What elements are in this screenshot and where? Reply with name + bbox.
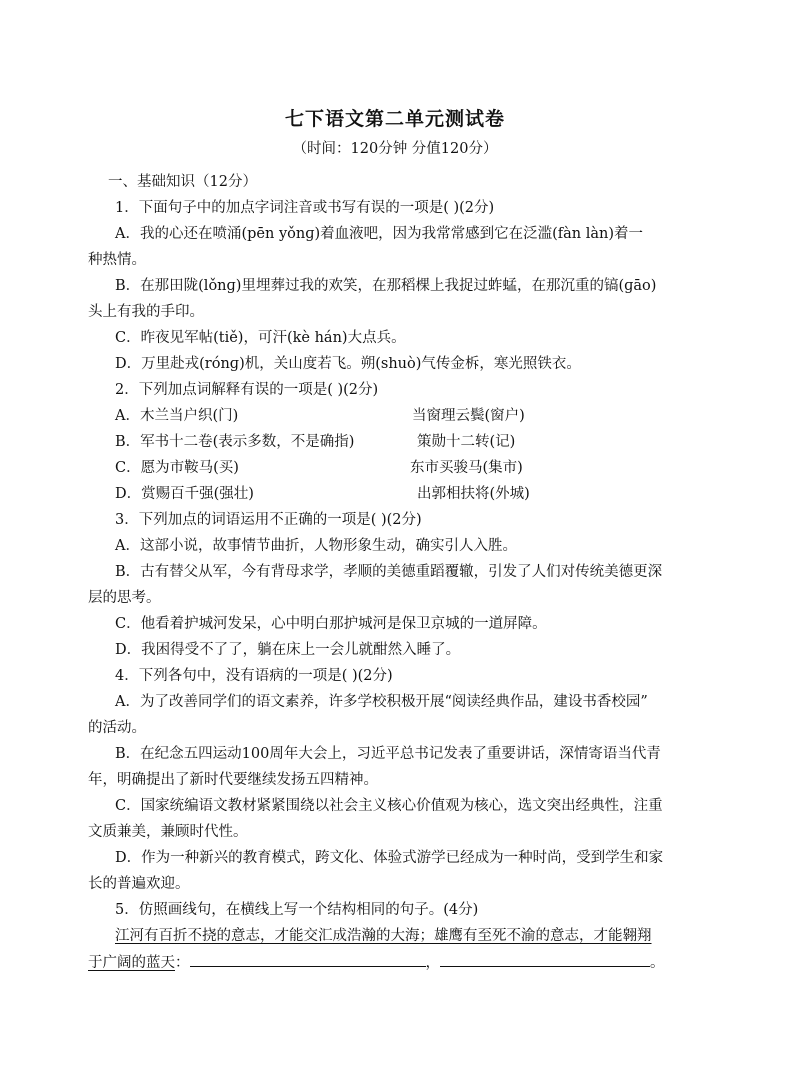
q1-option-b: B．在那田陇(lǒnɡ)里埋葬过我的欢笑，在那稻棵上我捉过蚱蜢，在那沉重的镐(ɡāo) bbox=[115, 278, 657, 294]
q1-option-d: D．万里赴戎(rónɡ)机，关山度若飞。朔(shuò)气传金柝，寒光照铁衣。 bbox=[115, 356, 581, 372]
q4-option-b-cont: 年，明确提出了新时代要继续发扬五四精神。 bbox=[88, 772, 378, 788]
q2-option-c-left: C．愿为市鞍马(买) bbox=[115, 460, 239, 476]
q3-option-c: C．他看着护城河发呆，心中明白那护城河是保卫京城的一道屏障。 bbox=[115, 616, 547, 632]
q4-option-a: A．为了改善同学们的语文素养，许多学校积极开展“阅读经典作品，建设书香校园” bbox=[115, 694, 648, 710]
q3-option-b: B．古有替父从军，今有背母求学，孝顺的美德重蹈覆辙，引发了人们对传统美德更深 bbox=[115, 564, 663, 580]
q2-option-b bbox=[115, 432, 735, 452]
q4-option-c: C．国家统编语文教材紧紧围绕以社会主义核心价值观为核心，选文突出经典性，注重 bbox=[115, 798, 663, 814]
q2-stem: 2．下列加点词解释有误的一项是( )(2分) bbox=[115, 382, 379, 398]
page-subtitle: （时间：120分钟 分值120分） bbox=[292, 141, 498, 157]
q1-stem: 1．下面句子中的加点字词注音或书写有误的一项是( )(2分) bbox=[115, 200, 495, 216]
q5-period: 。 bbox=[650, 955, 665, 971]
q5-answer-blank-2[interactable] bbox=[440, 952, 650, 967]
q5-colon: ： bbox=[175, 955, 190, 971]
q3-option-b-cont: 层的思考。 bbox=[88, 590, 161, 606]
q1-option-b-cont: 头上有我的手印。 bbox=[88, 304, 204, 320]
q2-option-b-left: B．军书十二卷(表示多数，不是确指) bbox=[115, 434, 355, 450]
q5-model-sentence: 江河有百折不挠的意志，才能交汇成浩瀚的大海；雄鹰有至死不渝的意志，才能翱翔 bbox=[115, 928, 652, 944]
q4-option-d: D．作为一种新兴的教育模式，跨文化、体验式游学已经成为一种时尚，受到学生和家 bbox=[115, 850, 664, 866]
q5-answer-line bbox=[88, 952, 708, 973]
q4-option-b: B．在纪念五四运动100周年大会上，习近平总书记发表了重要讲话，深情寄语当代青 bbox=[115, 746, 661, 762]
q1-option-a-cont: 种热情。 bbox=[88, 252, 146, 268]
q2-option-d-left: D．赏赐百千强(强壮) bbox=[115, 486, 254, 502]
q1-option-a: A．我的心还在喷涌(pēn yǒnɡ)着血液吧，因为我常常感到它在泛滥(fàn làn)着一 bbox=[115, 226, 644, 242]
q3-option-d: D．我困得受不了了，躺在床上一会儿就酣然入睡了。 bbox=[115, 642, 461, 658]
q4-option-c-cont: 文质兼美，兼顾时代性。 bbox=[88, 824, 248, 840]
q5-stem: 5．仿照画线句，在横线上写一个结构相同的句子。(4分) bbox=[115, 902, 479, 918]
q1-option-c: C．昨夜见军帖(tiě)，可汗(kè hán)大点兵。 bbox=[115, 330, 406, 346]
q5-comma: ， bbox=[425, 955, 440, 971]
q4-stem: 4．下列各句中，没有语病的一项是( )(2分) bbox=[115, 668, 393, 684]
q4-option-d-cont: 长的普遍欢迎。 bbox=[88, 876, 190, 892]
q2-option-a bbox=[115, 406, 735, 426]
q2-option-c bbox=[115, 458, 735, 478]
q2-option-d bbox=[115, 484, 735, 504]
q2-option-c-right: 东市买骏马(集市) bbox=[410, 460, 523, 476]
q3-stem: 3．下列加点的词语运用不正确的一项是( )(2分) bbox=[115, 512, 422, 528]
q5-model-sentence-cont: 于广阔的蓝天 bbox=[88, 955, 175, 971]
q2-option-b-right: 策勋十二转(记) bbox=[417, 434, 516, 450]
q2-option-d-right: 出郭相扶将(外城) bbox=[417, 486, 530, 502]
q2-option-a-left: A．木兰当户织(门) bbox=[115, 408, 239, 424]
q5-answer-blank-1[interactable] bbox=[190, 952, 426, 967]
q4-option-a-cont: 的活动。 bbox=[88, 720, 146, 736]
q3-option-a: A．这部小说，故事情节曲折，人物形象生动，确实引人入胜。 bbox=[115, 538, 517, 554]
section-heading: 一、基础知识（12分） bbox=[108, 174, 257, 190]
q2-option-a-right: 当窗理云鬓(窗户) bbox=[412, 408, 525, 424]
page-title: 七下语文第二单元测试卷 bbox=[284, 108, 505, 130]
